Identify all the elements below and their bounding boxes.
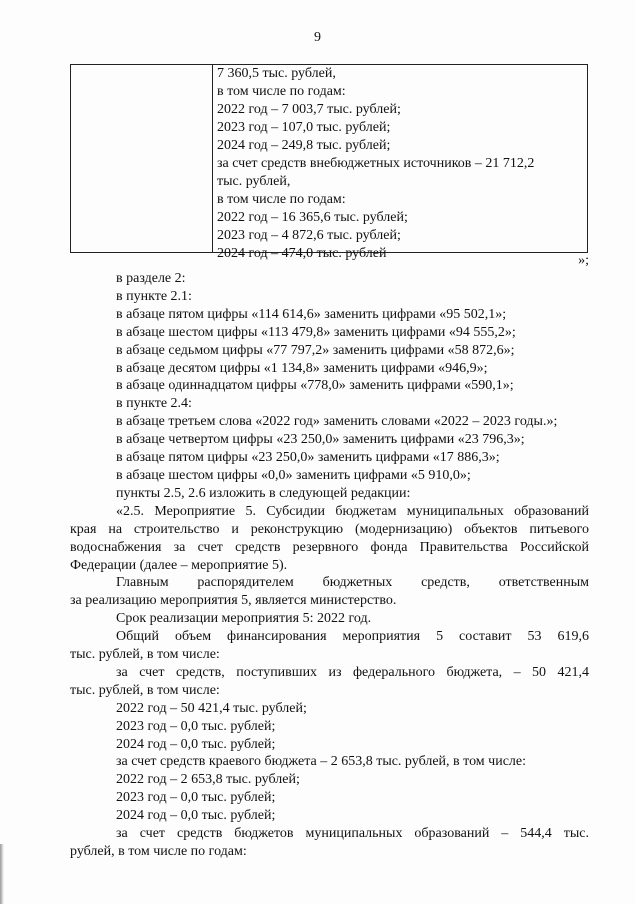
table-line: 2024 год – 249,8 тыс. рублей; <box>217 138 391 153</box>
amendment-line: в разделе 2: <box>116 271 186 286</box>
amendment-line: в абзаце одиннадцатом цифры «778,0» заменить цифрами «590,1»; <box>116 378 514 394</box>
table-right-cell <box>217 65 583 263</box>
document-body <box>70 270 589 861</box>
funding-table <box>70 64 588 261</box>
table-column-divider <box>212 65 213 252</box>
federal-funding-line: тыс. рублей, в том числе: <box>70 682 220 698</box>
regional-year-line: 2022 год – 2 653,8 тыс. рублей; <box>116 772 300 788</box>
total-funding-line: Общий объем финансирования мероприятия 5 составит 53 619,6 <box>116 629 589 645</box>
federal-year-line: 2024 год – 0,0 тыс. рублей; <box>116 736 276 752</box>
paragraph-2-5-line: «2.5. Мероприятие 5. Субсидии бюджетам муниципальных образований <box>116 503 589 519</box>
table-line: в том числе по годам: <box>217 192 346 207</box>
municipal-funding-line: за счет средств бюджетов муниципальных образований – 544,4 тыс. <box>116 826 589 842</box>
closing-quote: »; <box>578 253 589 268</box>
amendment-line: в абзаце десятом цифры «1 134,8» заменить цифрами «946,9»; <box>116 360 488 376</box>
total-funding-line: тыс. рублей, в том числе: <box>70 647 220 663</box>
table-line: 2023 год – 107,0 тыс. рублей; <box>217 120 391 135</box>
amendment-line: в пункте 2.4: <box>116 396 192 412</box>
amendment-line: в абзаце шестом цифры «113 479,8» заменить цифрами «94 555,2»; <box>116 324 516 340</box>
table-line: 2024 год – 474,0 тыс. рублей <box>217 246 387 261</box>
amendment-line: в абзаце четвертом цифры «23 250,0» заменить цифрами «23 796,3»; <box>116 432 525 448</box>
paragraph-2-5-line: водоснабжения за счет средств резервного фонда Правительства Российской <box>70 539 589 555</box>
regional-year-line: 2023 год – 0,0 тыс. рублей; <box>116 790 276 806</box>
term-line: Срок реализации мероприятия 5: 2022 год. <box>116 611 372 627</box>
amendment-line: в абзаце пятом цифры «23 250,0» заменить цифрами «17 886,3»; <box>116 450 500 466</box>
amendment-line: в абзаце пятом цифры «114 614,6» заменить цифрами «95 502,1»; <box>116 306 507 322</box>
paragraph-2-5-line: Федерации (далее – мероприятие 5). <box>70 557 288 573</box>
municipal-funding-line: рублей, в том числе по годам: <box>70 844 247 859</box>
scan-edge-shadow <box>0 844 4 904</box>
responsible-line: за реализацию мероприятия 5, является министерство. <box>70 593 397 609</box>
page-number: 9 <box>314 30 321 45</box>
regional-year-line: 2024 год – 0,0 тыс. рублей; <box>116 808 276 824</box>
table-line: 2023 год – 4 872,6 тыс. рублей; <box>217 228 401 243</box>
amendment-line: в абзаце третьем слова «2022 год» заменить словами «2022 – 2023 годы.»; <box>116 414 558 430</box>
amendment-line: в абзаце седьмом цифры «77 797,2» заменить цифрами «58 872,6»; <box>116 342 515 358</box>
table-line: 2022 год – 16 365,6 тыс. рублей; <box>217 210 408 225</box>
amendment-line: пункты 2.5, 2.6 изложить в следующей редакции: <box>116 485 411 501</box>
regional-funding-line: за счет средств краевого бюджета – 2 653,8 тыс. рублей, в том числе: <box>116 754 527 770</box>
amendment-line: в абзаце шестом цифры «0,0» заменить цифрами «5 910,0»; <box>116 467 471 483</box>
table-line: в том числе по годам: <box>217 84 346 99</box>
table-line: 7 360,5 тыс. рублей, <box>217 66 336 81</box>
federal-funding-line: за счет средств, поступивших из федерального бюджета, – 50 421,4 <box>116 664 589 680</box>
federal-year-line: 2023 год – 0,0 тыс. рублей; <box>116 718 276 734</box>
table-line: тыс. рублей, <box>217 174 291 189</box>
table-line: 2022 год – 7 003,7 тыс. рублей; <box>217 102 401 117</box>
paragraph-2-5-line: края на строительство и реконструкцию (модернизацию) объектов питьевого <box>70 521 589 537</box>
federal-year-line: 2022 год – 50 421,4 тыс. рублей; <box>116 700 307 716</box>
amendment-line: в пункте 2.1: <box>116 288 192 304</box>
table-line: за счет средств внебюджетных источников – 21 712,2 <box>217 156 535 171</box>
responsible-line: Главным распорядителем бюджетных средств, ответственным <box>116 575 589 591</box>
